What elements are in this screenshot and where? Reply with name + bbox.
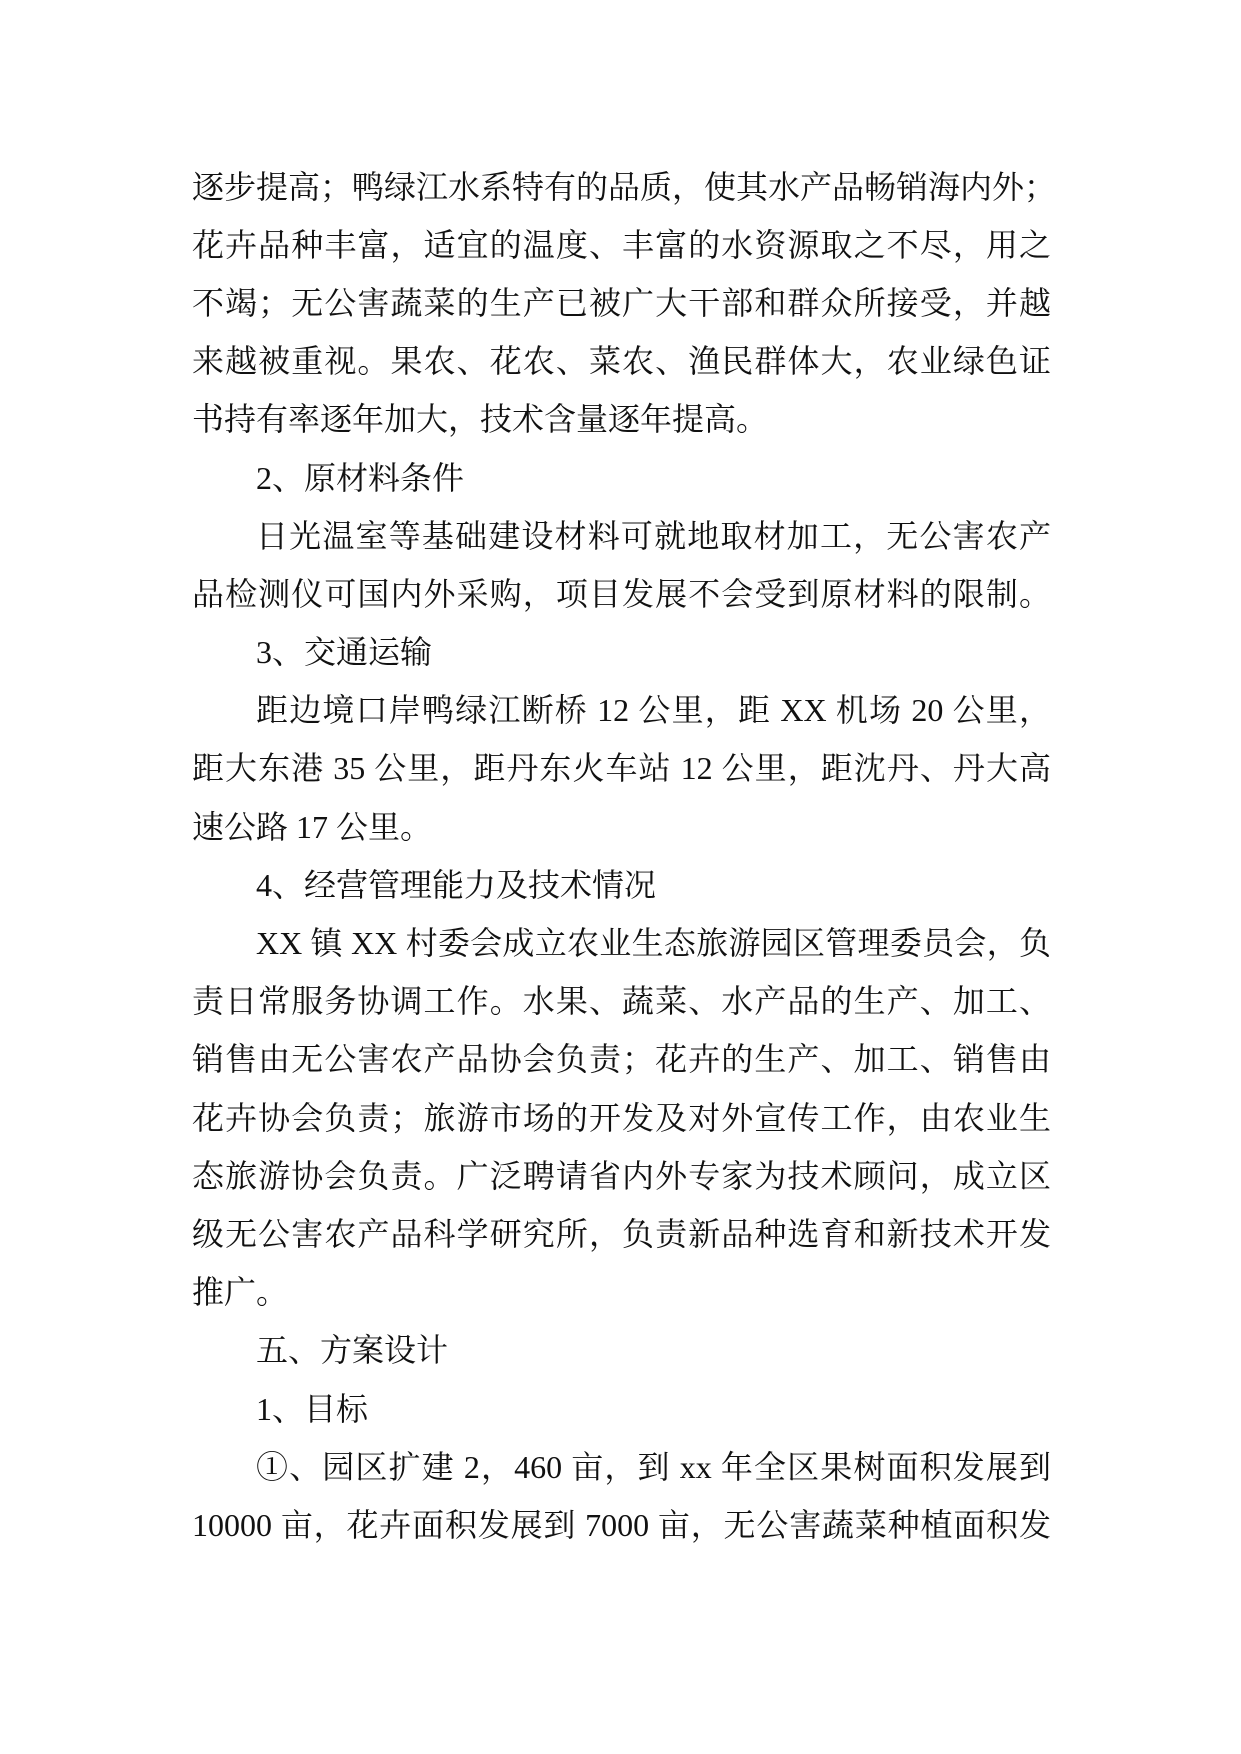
management-paragraph [192, 914, 1051, 1321]
section-heading: 2、原材料条件 [256, 459, 465, 496]
paragraph-line: XX 镇 XX 村委会成立农业生态旅游园区管理委员会，负 [256, 925, 1051, 962]
paragraph-line: 日光温室等基础建设材料可就地取材加工，无公害农产 [256, 517, 1051, 554]
paragraph-line: 距边境口岸鸭绿江断桥 12 公里，距 XX 机场 20 公里， [256, 692, 1051, 729]
paragraph-line: 距大东港 35 公里，距丹东火车站 12 公里，距沈丹、丹大高 [192, 750, 1051, 787]
paragraph-line: 书持有率逐年加大，技术含量逐年提高。 [192, 401, 769, 438]
subsection-heading: 1、目标 [256, 1390, 369, 1427]
goals-paragraph [192, 1438, 1051, 1554]
paragraph-line: 推广。 [192, 1274, 289, 1311]
section-heading: 3、交通运输 [256, 634, 433, 671]
paragraph-line: 10000 亩，花卉面积发展到 7000 亩，无公害蔬菜种植面积发 [192, 1506, 1051, 1543]
intro-paragraph [192, 158, 1057, 449]
paragraph-line: ①、园区扩建 2，460 亩，到 xx 年全区果树面积发展到 [256, 1448, 1051, 1485]
paragraph-line: 态旅游协会负责。广泛聘请省内外专家为技术顾问，成立区 [192, 1157, 1051, 1194]
document-body [192, 158, 1057, 1555]
paragraph-line: 来越被重视。果农、花农、菜农、渔民群体大，农业绿色证 [192, 343, 1051, 380]
section-heading: 4、经营管理能力及技术情况 [256, 866, 657, 903]
paragraph-line: 逐步提高；鸭绿江水系特有的品质，使其水产品畅销海内外； [192, 168, 1057, 205]
paragraph-line: 责日常服务协调工作。水果、蔬菜、水产品的生产、加工、 [192, 983, 1051, 1020]
paragraph-line: 级无公害农产品科学研究所，负责新品种选育和新技术开发 [192, 1215, 1051, 1252]
paragraph-line: 速公路 17 公里。 [192, 808, 433, 845]
paragraph-line: 销售由无公害农产品协会负责；花卉的生产、加工、销售由 [192, 1041, 1051, 1078]
raw-materials-paragraph [192, 507, 1051, 623]
paragraph-line: 花卉协会负责；旅游市场的开发及对外宣传工作，由农业生 [192, 1099, 1051, 1136]
paragraph-line: 花卉品种丰富，适宜的温度、丰富的水资源取之不尽，用之 [192, 226, 1051, 263]
section-heading: 五、方案设计 [256, 1332, 449, 1369]
paragraph-line: 品检测仪可国内外采购，项目发展不会受到原材料的限制。 [192, 575, 1051, 612]
transport-paragraph [192, 681, 1051, 856]
paragraph-line: 不竭；无公害蔬菜的生产已被广大干部和群众所接受，并越 [192, 284, 1051, 321]
